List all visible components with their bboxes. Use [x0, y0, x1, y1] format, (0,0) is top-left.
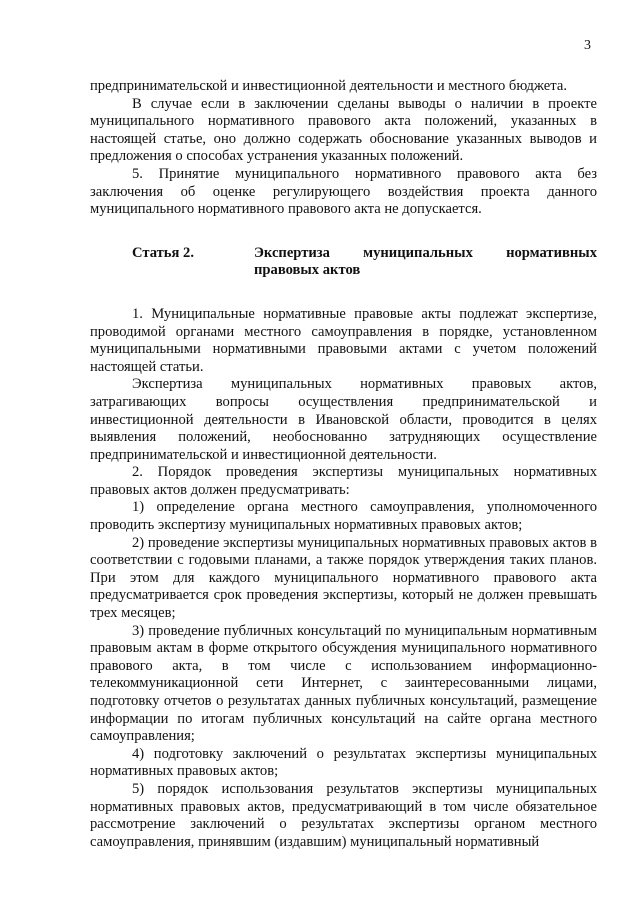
- list-item: 1) определение органа местного самоуправления, уполномоченного проводить экспертизу муниципальных нормативных правовых актов;: [90, 499, 597, 534]
- paragraph: предпринимательской и инвестиционной деятельности и местного бюджета.: [90, 78, 567, 94]
- article-number: Статья 2.: [132, 244, 194, 261]
- paragraph: 5. Принятие муниципального нормативного правового акта без заключения об оценке регулирующего воздействия проекта данного муниципального нормативного правового акта не допускается.: [90, 165, 597, 218]
- list-item: 5) порядок использования результатов экспертизы муниципальных нормативных правовых актов, предусматривающий в том числе обязательное рассмотрение заключений о результатах экспертизы органом местного самоуправления, принявшим (издавшим) муниципальный нормативный: [90, 780, 597, 850]
- list-item: 3) проведение публичных консультаций по муниципальным нормативным правовым актам в форме открытого обсуждения муниципального нормативного правового акта, в том числе с использованием информационно-телекоммуникационной сети Интернет, с заинтересованными лицами, подготовку отчетов о результатах данных публичных консультаций, размещение информации по итогам публичных консультаций на сайте органа местного самоуправления;: [90, 622, 597, 745]
- page-number: 3: [584, 38, 591, 53]
- article-title-line2: правовых актов: [254, 262, 361, 279]
- paragraph: 1. Муниципальные нормативные правовые акты подлежат экспертизе, проводимой органами местного самоуправления в порядке, установленном муниципальными нормативными правовыми актами с учетом положений настоящей статьи.: [90, 305, 597, 375]
- article-title: [254, 245, 597, 280]
- paragraph: Экспертиза муниципальных нормативных правовых актов, затрагивающих вопросы осуществления предпринимательской и инвестиционной деятельности в Ивановской области, проводится в целях выявления положений, необоснованно затрудняющих осуществление предпринимательской и инвестиционной деятельности.: [90, 376, 597, 463]
- list-item: 4) подготовку заключений о результатах экспертизы муниципальных нормативных правовых актов;: [90, 745, 597, 780]
- list-item: 2) проведение экспертизы муниципальных нормативных правовых актов в соответствии с годовыми планами, а также порядок утверждения таких планов. При этом для каждого муниципального нормативного правового акта предусматривается срок проведения экспертизы, который не должен превышать трех месяцев;: [90, 534, 597, 622]
- article-heading: [90, 245, 597, 280]
- article-title-line1: Экспертиза муниципальных нормативных: [254, 244, 597, 261]
- paragraph: 2. Порядок проведения экспертизы муниципальных нормативных правовых актов должен предусматривать:: [90, 464, 597, 498]
- document-body: [90, 78, 597, 851]
- paragraph: В случае если в заключении сделаны выводы о наличии в проекте муниципального нормативного правового акта положений, указанных в настоящей статье, оно должно содержать обоснование указанных выводов и предложения о способах устранения указанных положений.: [90, 95, 597, 165]
